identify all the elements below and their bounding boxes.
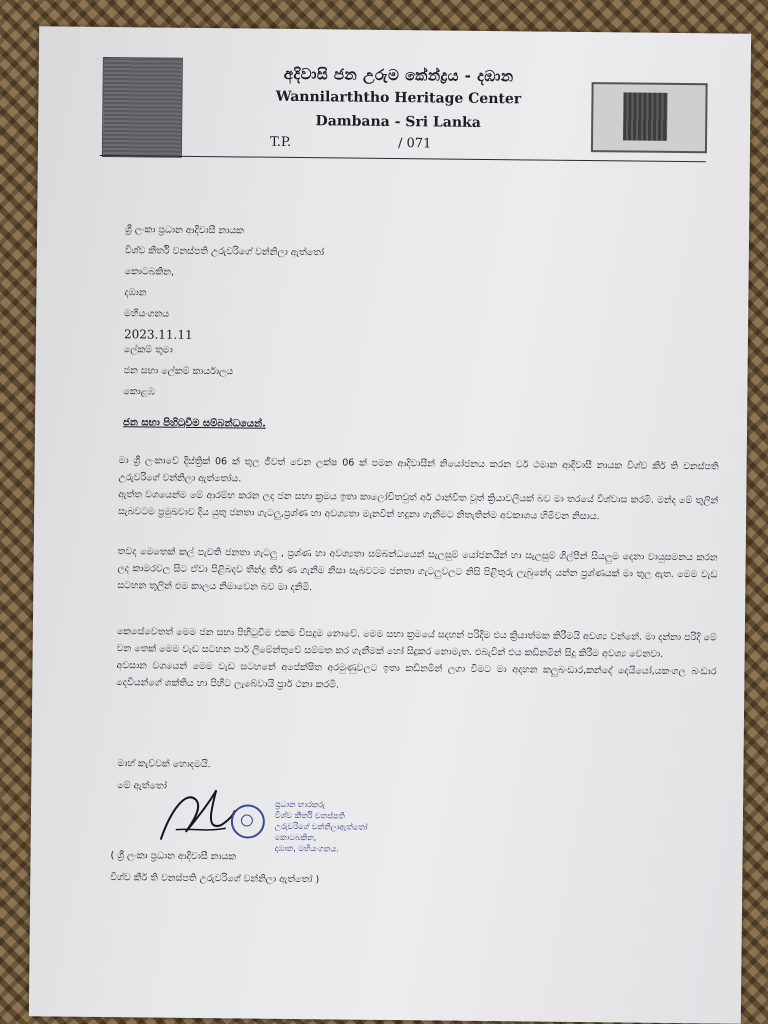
recipient-line: ලේකම් තුමා <box>123 344 173 356</box>
sender-line: මහියංගනය <box>124 308 170 320</box>
stamp-line: විශ්ව කීර්ති වනස්පති <box>274 810 346 821</box>
reference-number: / 071 <box>397 136 432 152</box>
body-paragraph: තවද මෙතෙක් කල් පැවති ජනතා ගැටලු , ප්‍රශ්ණ හා අවශ්‍යතා සම්බන්ධයෙන් සැලසුම් යෝජනයින් හා සැලසුම් ශිල්පීන් සියලුම දෙනා වායුසමනය කරන ලද කාමරවල සිට ඒවා පිළිබදව තීන්දු තීර් ණ ගැනීම නිසා සැබවටම ජනතා ගැටලුවලට නිසි පිළිතුරු ලැබුනේද යන්න ප්‍රශ්ණයක් මා තුල ඇත. මෙම වැඩ සටහන තුලින් එම කාලය නිමාවෙන බව මා දනිමි. <box>117 546 718 594</box>
center-logo-image <box>102 57 183 158</box>
sender-address <box>124 219 324 347</box>
letterhead-title-english: Wannilarththo Heritage Center <box>275 88 522 108</box>
letterhead-title-sinhala: අදිවාසි ජන උරුම කේන්ද්‍රය - දඹාන <box>283 64 514 86</box>
body-paragraph: ඇත්ත වශයෙන්ම මේ ආරම්භ කරන ලද ජන සභා ක්‍රමය ඉතා කාලෝචිතවුත් අර් ථාන්විත වූත් ක්‍රියාවලියක් බව මා තරයේ විශ්වාස කරමි. මන්ද මේ තුලින් සැබවටම ප්‍රමුඛවාව දිය යුතු ජනතා ගැටලු,ප්‍රශ්ණ හා අවශ්‍යතා මැනවින් හදුනා ගැනීමට නිතැතින්ම අවකාශය හිමිවන නිසාය. <box>118 489 719 523</box>
body-paragraph: මා ශ්‍රී ලංකාවේ දිස්ත්‍රික් 06 ක් තුල ජීවත් වෙන ලක්ෂ 06 ක් පමන ආදිවාසීන් නියෝජනය කරන වර් ථමාන ආදිවාසී නායක විශ්ව කීර් ති වනස්පති උරුවරිගේ වන්නිලා ඇත්තෝය. <box>118 455 719 485</box>
letterhead-location: Dambana - Sri Lanka <box>315 113 481 131</box>
stamp-line: ප්‍රධාන භාරකරු <box>275 799 326 810</box>
recipient-address <box>123 339 233 403</box>
body-paragraph: අවසාන වශයෙන් මෙම වැඩ සටහනේ අපේක්ෂිත අරමුණුවලට ඉතා කඩිනමින් ලගා වීමට මා අදහන කලුබංඩාර,කන්දේ දෙයියෝ,යකංගල බංඩාර දෙවියන්ගේ ශක්තිය හා පිහිට ලැබේවායි ප්‍රාර් ථනා කරමි. <box>116 660 717 691</box>
letter-subject: ජන සභා පිහිටුවීම සම්බන්ධයෙන්. <box>122 417 266 430</box>
closing-line: මේ ඇත්තෝ <box>117 780 167 792</box>
letter-body <box>118 452 719 526</box>
sender-line: කොටබකින, <box>124 266 175 278</box>
stamp-emblem <box>231 804 265 838</box>
sender-line: ශ්‍රී ලංකා ප්‍රධාන ආදිවාසී නායක <box>125 224 244 237</box>
handwritten-signature <box>151 770 242 851</box>
signatory-line: ( ශ්‍රී ලංකා ප්‍රධාන ආදිවාසී නායක <box>110 850 237 863</box>
letterhead-divider <box>100 155 706 162</box>
letter-date: 2023.11.11 <box>123 327 193 342</box>
signatory-block <box>110 845 319 891</box>
letter-body <box>116 623 717 697</box>
recipient-line: ජන සභා ලේකම් කාර්යාලය <box>123 365 234 378</box>
sender-line: දඹාන <box>124 287 147 299</box>
stamp-line: උරුවරිගේ වන්නිලාඇත්තෝ <box>274 821 368 832</box>
body-paragraph: කෙසේවෙතත් මෙම ජන සභා පිහිටුවීම එකම විසදුම නොවේ. මෙම සභා ක්‍රමයේ සදහන් පරිදිම එය ක්‍රියාත්මක කිරීමයි අවශ්‍ය වන්නේ. මා දන්නා පරිදි මේ වන තෙක් මෙම වැඩ සටහන පාර් ලිමේන්තුවේ සම්මත කර ගැනීමක් හෝ සිදුකර නොමැත. එබැවින් එය කඩිනමින් සිදු කිරීම අවශ්‍ය වෙනවා. <box>116 626 717 660</box>
signatory-line: විශ්ව කීර් ති වනස්පති උරුවරිගේ වන්නිලා ඇත්තෝ ) <box>110 872 320 886</box>
stamp-line: කොටබකින, <box>274 832 317 843</box>
tp-label: T.P. <box>269 134 292 150</box>
portrait-logo-image <box>591 82 708 153</box>
letter-page <box>29 26 751 1023</box>
closing-line: මාහ් කැව්වක් හොදමයි. <box>117 758 211 771</box>
letter-body <box>117 543 718 600</box>
sender-line: විශ්ව කීර්ති වනස්පති උරුවරිගේ වන්නිලා ඇත්තෝ <box>124 245 325 259</box>
recipient-line: කොළඹ <box>123 386 156 398</box>
stamp-line: දඹාන, මහියංගනය. <box>274 843 339 854</box>
